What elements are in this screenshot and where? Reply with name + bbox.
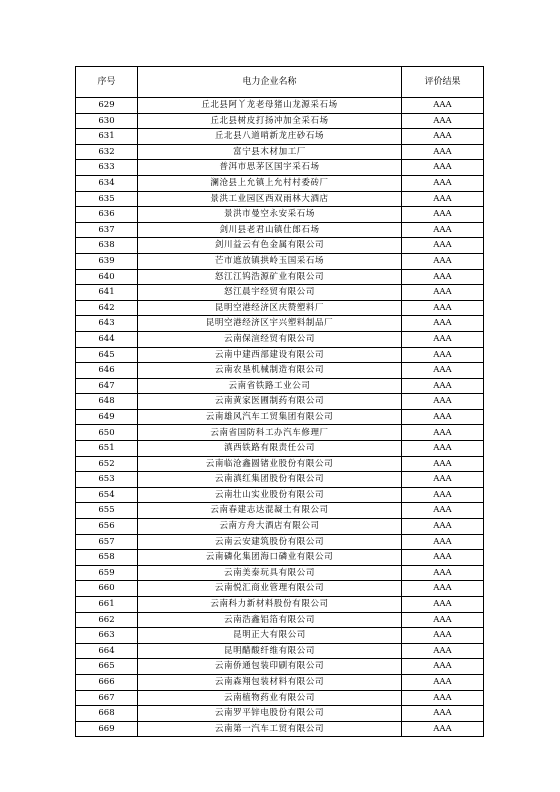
row-serial-number: 644 (76, 331, 138, 347)
table-row (76, 378, 484, 394)
row-enterprise-name: 芒市遮放镇拱岭玉国采石场 (138, 253, 402, 269)
table-row (76, 113, 484, 129)
row-enterprise-name: 丘北县八道哨新龙庄砂石场 (138, 129, 402, 145)
row-enterprise-name: 昆明正大有限公司 (138, 628, 402, 644)
table-row (76, 394, 484, 410)
row-enterprise-name: 云南雄风汽车工贸集团有限公司 (138, 409, 402, 425)
row-rating-result: AAA (402, 378, 484, 394)
row-serial-number: 656 (76, 519, 138, 535)
row-rating-result: AAA (402, 207, 484, 223)
row-serial-number: 650 (76, 425, 138, 441)
row-serial-number: 668 (76, 706, 138, 722)
table-row (76, 597, 484, 613)
row-enterprise-name: 云南美泰玩具有限公司 (138, 565, 402, 581)
table-row (76, 721, 484, 737)
row-enterprise-name: 云南悦汇商业管理有限公司 (138, 581, 402, 597)
row-serial-number: 658 (76, 550, 138, 566)
row-rating-result: AAA (402, 347, 484, 363)
row-serial-number: 653 (76, 472, 138, 488)
table-row (76, 253, 484, 269)
row-rating-result: AAA (402, 144, 484, 160)
row-serial-number: 659 (76, 565, 138, 581)
row-rating-result: AAA (402, 612, 484, 628)
row-serial-number: 664 (76, 643, 138, 659)
table-row (76, 269, 484, 285)
table-row (76, 550, 484, 566)
row-enterprise-name: 云南省铁路工业公司 (138, 378, 402, 394)
header-enterprise-name: 电力企业名称 (138, 67, 402, 98)
row-rating-result: AAA (402, 363, 484, 379)
row-serial-number: 669 (76, 721, 138, 737)
row-serial-number: 652 (76, 456, 138, 472)
row-serial-number: 630 (76, 113, 138, 129)
row-enterprise-name: 云南磷化集团海口磷业有限公司 (138, 550, 402, 566)
row-rating-result: AAA (402, 472, 484, 488)
row-enterprise-name: 丘北县树皮打扬冲加全采石场 (138, 113, 402, 129)
table-row (76, 534, 484, 550)
table-row (76, 690, 484, 706)
row-serial-number: 637 (76, 222, 138, 238)
row-enterprise-name: 云南中建西部建设有限公司 (138, 347, 402, 363)
table-row (76, 706, 484, 722)
row-enterprise-name: 云南保渲经贸有限公司 (138, 331, 402, 347)
table-row (76, 565, 484, 581)
row-serial-number: 666 (76, 674, 138, 690)
table-row (76, 207, 484, 223)
row-enterprise-name: 云南农垦机械制造有限公司 (138, 363, 402, 379)
row-serial-number: 662 (76, 612, 138, 628)
table-row (76, 487, 484, 503)
row-serial-number: 660 (76, 581, 138, 597)
header-serial-number: 序号 (76, 67, 138, 98)
row-serial-number: 633 (76, 160, 138, 176)
enterprise-rating-table (75, 66, 484, 737)
table-row (76, 519, 484, 535)
row-rating-result: AAA (402, 628, 484, 644)
table-row (76, 363, 484, 379)
table-row (76, 300, 484, 316)
row-enterprise-name: 景洪工业园区西双雨林大酒店 (138, 191, 402, 207)
table-header-row (76, 67, 484, 98)
table-row (76, 129, 484, 145)
row-rating-result: AAA (402, 175, 484, 191)
table-row (76, 425, 484, 441)
row-serial-number: 647 (76, 378, 138, 394)
row-serial-number: 634 (76, 175, 138, 191)
table-row (76, 160, 484, 176)
row-rating-result: AAA (402, 519, 484, 535)
table-row (76, 191, 484, 207)
table-row (76, 409, 484, 425)
row-serial-number: 657 (76, 534, 138, 550)
table-row (76, 285, 484, 301)
row-rating-result: AAA (402, 285, 484, 301)
table-row (76, 175, 484, 191)
row-rating-result: AAA (402, 581, 484, 597)
row-rating-result: AAA (402, 129, 484, 145)
row-enterprise-name: 富宁县木材加工厂 (138, 144, 402, 160)
row-rating-result: AAA (402, 456, 484, 472)
row-rating-result: AAA (402, 316, 484, 332)
row-enterprise-name: 剑川益云有色金属有限公司 (138, 238, 402, 254)
row-rating-result: AAA (402, 300, 484, 316)
table-row (76, 456, 484, 472)
row-serial-number: 646 (76, 363, 138, 379)
row-serial-number: 640 (76, 269, 138, 285)
row-enterprise-name: 云南黄家医圃制药有限公司 (138, 394, 402, 410)
row-rating-result: AAA (402, 690, 484, 706)
row-rating-result: AAA (402, 721, 484, 737)
row-serial-number: 665 (76, 659, 138, 675)
table-row (76, 628, 484, 644)
table-row (76, 222, 484, 238)
row-serial-number: 639 (76, 253, 138, 269)
row-enterprise-name: 滇西铁路有限责任公司 (138, 441, 402, 457)
table-body (76, 98, 484, 737)
row-enterprise-name: 云南方舟大酒店有限公司 (138, 519, 402, 535)
row-serial-number: 661 (76, 597, 138, 613)
table-row (76, 441, 484, 457)
row-rating-result: AAA (402, 659, 484, 675)
row-enterprise-name: 云南罗平锌电股份有限公司 (138, 706, 402, 722)
row-serial-number: 649 (76, 409, 138, 425)
row-enterprise-name: 云南临沧鑫圆锗业股份有限公司 (138, 456, 402, 472)
row-enterprise-name: 云南植物药业有限公司 (138, 690, 402, 706)
row-enterprise-name: 云南滇红集团股份有限公司 (138, 472, 402, 488)
row-rating-result: AAA (402, 269, 484, 285)
row-enterprise-name: 云南科力新材料股份有限公司 (138, 597, 402, 613)
row-serial-number: 638 (76, 238, 138, 254)
table-row (76, 347, 484, 363)
row-enterprise-name: 剑川县老君山镇仕郎石场 (138, 222, 402, 238)
row-rating-result: AAA (402, 238, 484, 254)
row-serial-number: 655 (76, 503, 138, 519)
row-enterprise-name: 丘北县阿丫龙老母猪山龙源采石场 (138, 98, 402, 114)
row-enterprise-name: 昆明醋酸纤维有限公司 (138, 643, 402, 659)
row-serial-number: 641 (76, 285, 138, 301)
row-enterprise-name: 云南云安建筑股份有限公司 (138, 534, 402, 550)
table-row (76, 643, 484, 659)
table-row (76, 472, 484, 488)
row-serial-number: 629 (76, 98, 138, 114)
table-row (76, 659, 484, 675)
row-rating-result: AAA (402, 643, 484, 659)
row-enterprise-name: 怒江晨宇经贸有限公司 (138, 285, 402, 301)
row-rating-result: AAA (402, 487, 484, 503)
row-enterprise-name: 普洱市思茅区国宇采石场 (138, 160, 402, 176)
row-rating-result: AAA (402, 550, 484, 566)
row-rating-result: AAA (402, 191, 484, 207)
row-rating-result: AAA (402, 98, 484, 114)
table-row (76, 144, 484, 160)
row-serial-number: 632 (76, 144, 138, 160)
row-rating-result: AAA (402, 534, 484, 550)
table-row (76, 612, 484, 628)
row-enterprise-name: 景洪市曼空永安采石场 (138, 207, 402, 223)
row-serial-number: 635 (76, 191, 138, 207)
row-serial-number: 654 (76, 487, 138, 503)
table-row (76, 238, 484, 254)
row-rating-result: AAA (402, 597, 484, 613)
row-enterprise-name: 澜沧县上允镇上允村村委砖厂 (138, 175, 402, 191)
table-row (76, 674, 484, 690)
table-row (76, 581, 484, 597)
row-serial-number: 636 (76, 207, 138, 223)
row-rating-result: AAA (402, 503, 484, 519)
row-enterprise-name: 怒江江钨浩源矿业有限公司 (138, 269, 402, 285)
row-rating-result: AAA (402, 674, 484, 690)
table-row (76, 331, 484, 347)
row-serial-number: 643 (76, 316, 138, 332)
row-enterprise-name: 云南浩鑫铝箔有限公司 (138, 612, 402, 628)
row-rating-result: AAA (402, 565, 484, 581)
row-serial-number: 642 (76, 300, 138, 316)
table-row (76, 316, 484, 332)
row-rating-result: AAA (402, 394, 484, 410)
row-serial-number: 663 (76, 628, 138, 644)
row-rating-result: AAA (402, 113, 484, 129)
row-rating-result: AAA (402, 222, 484, 238)
row-enterprise-name: 云南省国防科工办汽车修理厂 (138, 425, 402, 441)
table-row (76, 503, 484, 519)
row-enterprise-name: 昆明空港经济区宇兴塑料制品厂 (138, 316, 402, 332)
row-serial-number: 651 (76, 441, 138, 457)
row-enterprise-name: 云南第一汽车工贸有限公司 (138, 721, 402, 737)
row-serial-number: 667 (76, 690, 138, 706)
table-row (76, 98, 484, 114)
row-rating-result: AAA (402, 409, 484, 425)
row-rating-result: AAA (402, 441, 484, 457)
row-enterprise-name: 云南侨通包装印刷有限公司 (138, 659, 402, 675)
row-rating-result: AAA (402, 253, 484, 269)
row-enterprise-name: 云南春建志达混凝土有限公司 (138, 503, 402, 519)
row-rating-result: AAA (402, 331, 484, 347)
row-rating-result: AAA (402, 160, 484, 176)
row-enterprise-name: 昆明空港经济区庆赞塑料厂 (138, 300, 402, 316)
row-enterprise-name: 云南壮山实业股份有限公司 (138, 487, 402, 503)
header-rating-result: 评价结果 (402, 67, 484, 98)
row-serial-number: 631 (76, 129, 138, 145)
row-rating-result: AAA (402, 425, 484, 441)
row-rating-result: AAA (402, 706, 484, 722)
row-enterprise-name: 云南森翔包装材料有限公司 (138, 674, 402, 690)
row-serial-number: 648 (76, 394, 138, 410)
row-serial-number: 645 (76, 347, 138, 363)
